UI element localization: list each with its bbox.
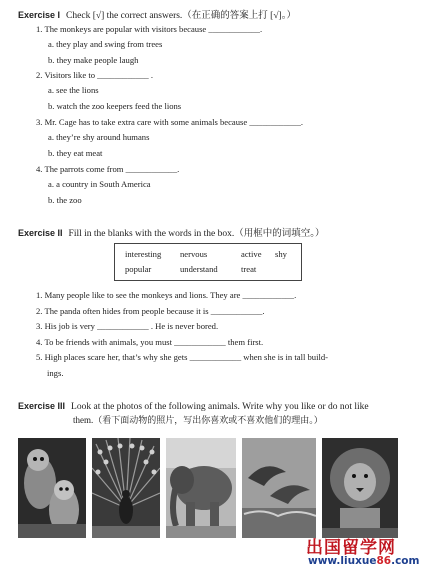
ex2-sentence-5-cont: ings. [47, 368, 64, 378]
ex1-question-1: 1. The monkeys are popular with visitors because ____________. [36, 24, 263, 34]
exercise-1-label: Exercise I [18, 10, 61, 20]
ex2-sentence-3: 3. His job is very ____________ . He is never bored. [36, 321, 219, 331]
photo-elephant [166, 438, 236, 538]
ex1-q1-option-a[interactable]: a. they play and swing from trees [48, 39, 163, 49]
ex2-sentence-1: 1. Many people like to see the monkeys and lions. They are ____________. [36, 290, 297, 300]
exercise-1-header [18, 9, 418, 22]
ex1-question-2: 2. Visitors like to ____________ . [36, 70, 154, 80]
ex2-sentence-5: 5. High places scare her, that’s why she gets ____________ when she is in tall build- [36, 352, 329, 362]
site-url-prefix: www.liuxue [308, 555, 377, 567]
animal-photos [18, 438, 408, 538]
photo-lion [322, 438, 398, 538]
ex2-sentence-4: 4. To be friends with animals, you must ____________ them first. [36, 337, 264, 347]
exercise-3-instruction-1: Look at the photos of the following animals. Write why you like or do not like [71, 402, 369, 412]
site-url-number: 86 [376, 555, 392, 567]
ex1-q4-option-b[interactable]: b. the zoo [48, 195, 82, 205]
site-url[interactable] [308, 555, 419, 567]
exercise-2-label: Exercise II [18, 228, 63, 238]
word-box-word: understand [180, 264, 218, 274]
site-name-cn: 出国留学网 [306, 538, 396, 558]
ex2-sentence-2: 2. The panda often hides from people because it is ____________. [36, 306, 265, 316]
ex1-question-4: 4. The parrots come from ____________. [36, 164, 180, 174]
ex1-q2-option-b[interactable]: b. watch the zoo keepers feed the lions [48, 101, 182, 111]
word-box [114, 243, 302, 281]
word-box-word: interesting [125, 249, 162, 259]
exercise-2-instruction: Fill in the blanks with the words in the box.（用框中的词填空。） [68, 229, 325, 239]
exercise-2-header [18, 227, 418, 240]
word-box-word: active [241, 249, 262, 259]
exercise-3-label: Exercise III [18, 401, 66, 411]
exercise-3-instruction-2: them.（看下面动物的照片，写出你喜欢或不喜欢他们的理由。） [73, 415, 323, 425]
exercise-1-instruction: Check [√] the correct answers.（在正确的答案上打 [√]。） [66, 11, 296, 21]
ex1-q1-option-b[interactable]: b. they make people laugh [48, 55, 139, 65]
site-url-suffix: .com [391, 555, 420, 567]
word-box-word: treat [241, 264, 257, 274]
ex1-q4-option-a[interactable]: a. a country in South America [48, 179, 151, 189]
site-watermark [300, 532, 432, 568]
word-box-word: nervous [180, 249, 208, 259]
photo-monkeys [18, 438, 86, 538]
ex1-q2-option-a[interactable]: a. see the lions [48, 85, 99, 95]
ex1-q3-option-a[interactable]: a. they’re shy around humans [48, 132, 150, 142]
exercise-3-header [18, 400, 418, 413]
photo-peacock [92, 438, 160, 538]
word-box-word: shy [275, 249, 287, 259]
photo-dolphins [242, 438, 316, 538]
ex1-question-3: 3. Mr. Cage has to take extra care with some animals because ____________. [36, 117, 304, 127]
ex1-q3-option-b[interactable]: b. they eat meat [48, 148, 103, 158]
word-box-word: popular [125, 264, 152, 274]
